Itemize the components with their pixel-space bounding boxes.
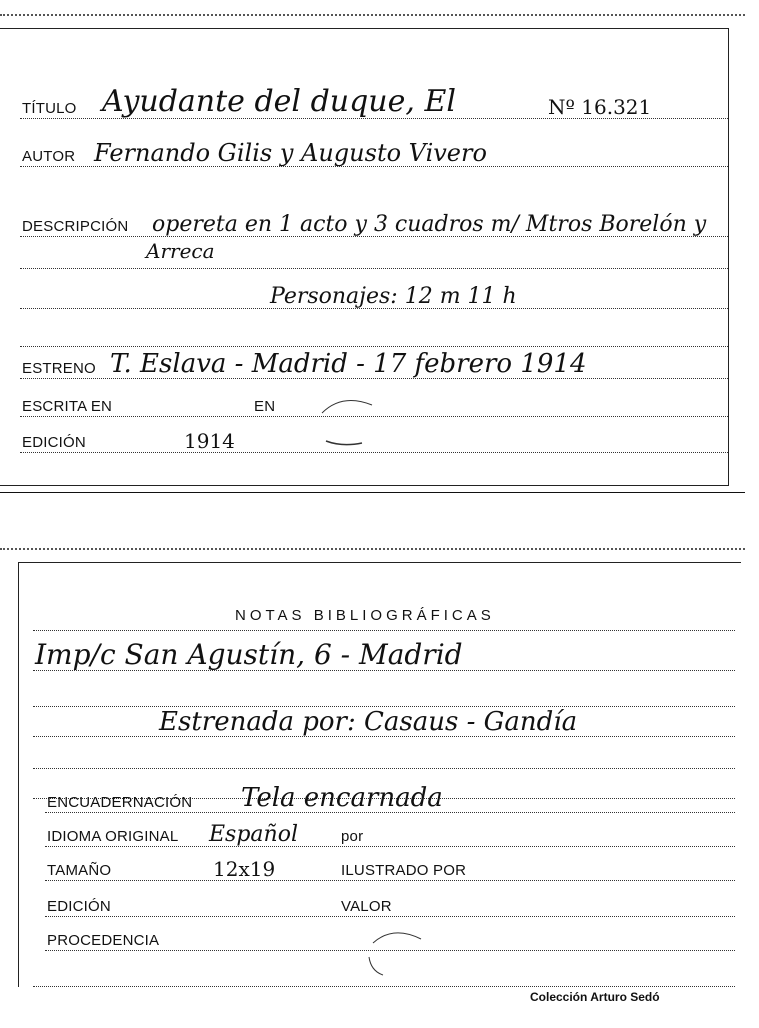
valor-label: VALOR [341,898,392,915]
edicion-label-2: EDICIÓN [47,898,111,915]
encuadernacion-value: Tela encarnada [241,783,443,813]
card-separator [0,492,745,493]
descripcion-line3: Personajes: 12 m 11 h [270,284,517,309]
card-top-edge-2 [0,548,745,554]
nota-row-2 [19,679,741,707]
estreno-label: ESTRENO [22,360,96,377]
edicion-row-2 [19,889,741,917]
titulo-label: TÍTULO [22,100,77,117]
descripcion-row-2 [0,241,728,269]
nota-row-1 [19,638,741,671]
nota-line2: Estrenada por: Casaus - Gandía [159,707,578,737]
blank-row [0,319,728,347]
encuadernacion-label: ENCUADERNACIÓN [47,794,193,811]
descripcion-label: DESCRIPCIÓN [22,218,129,235]
tamano-value: 12x19 [213,857,276,881]
descripcion-line1: opereta en 1 acto y 3 cuadros m/ Mtros Borelón y [152,212,707,237]
tamano-label: TAMAÑO [47,862,112,879]
punch-hole [312,391,382,451]
punch-hole-2 [363,923,433,983]
estreno-value: T. Eslava - Madrid - 17 febrero 1914 [110,349,587,379]
ilustrado-label: ILUSTRADO POR [341,862,467,879]
en-label: EN [254,398,276,415]
encuadernacion-row [19,785,741,813]
collection-credit: Colección Arturo Sedó [530,990,660,1004]
procedencia-label: PROCEDENCIA [47,932,160,949]
descripcion-line2: Arreca [146,239,215,263]
descripcion-row-3 [0,281,728,309]
autor-row [0,139,728,167]
descripcion-row [0,209,728,237]
edicion-label: EDICIÓN [22,434,86,451]
numero-value: Nº 16.321 [548,95,652,119]
edicion-value: 1914 [184,429,235,453]
idioma-label: IDIOMA ORIGINAL [47,828,179,845]
escrita-label: ESCRITA EN [22,398,113,415]
idioma-row [19,819,741,847]
catalog-card-notes [18,562,741,987]
titulo-row [0,84,728,119]
tamano-row [19,853,741,881]
nota-line1: Imp/c San Agustín, 6 - Madrid [35,638,463,671]
autor-value: Fernando Gilis y Augusto Vivero [94,139,487,167]
notes-heading: NOTAS BIBLIOGRÁFICAS [235,607,495,624]
titulo-value: Ayudante del duque, El [102,84,456,119]
nota-row-4 [19,741,741,769]
nota-row-3 [19,709,741,737]
estreno-row [0,351,728,379]
nota-row-0 [19,603,741,631]
catalog-card-title [0,28,729,486]
autor-label: AUTOR [22,148,76,165]
card-top-edge [0,14,745,20]
idioma-value: Español [209,822,298,847]
por-label: por [341,828,364,845]
